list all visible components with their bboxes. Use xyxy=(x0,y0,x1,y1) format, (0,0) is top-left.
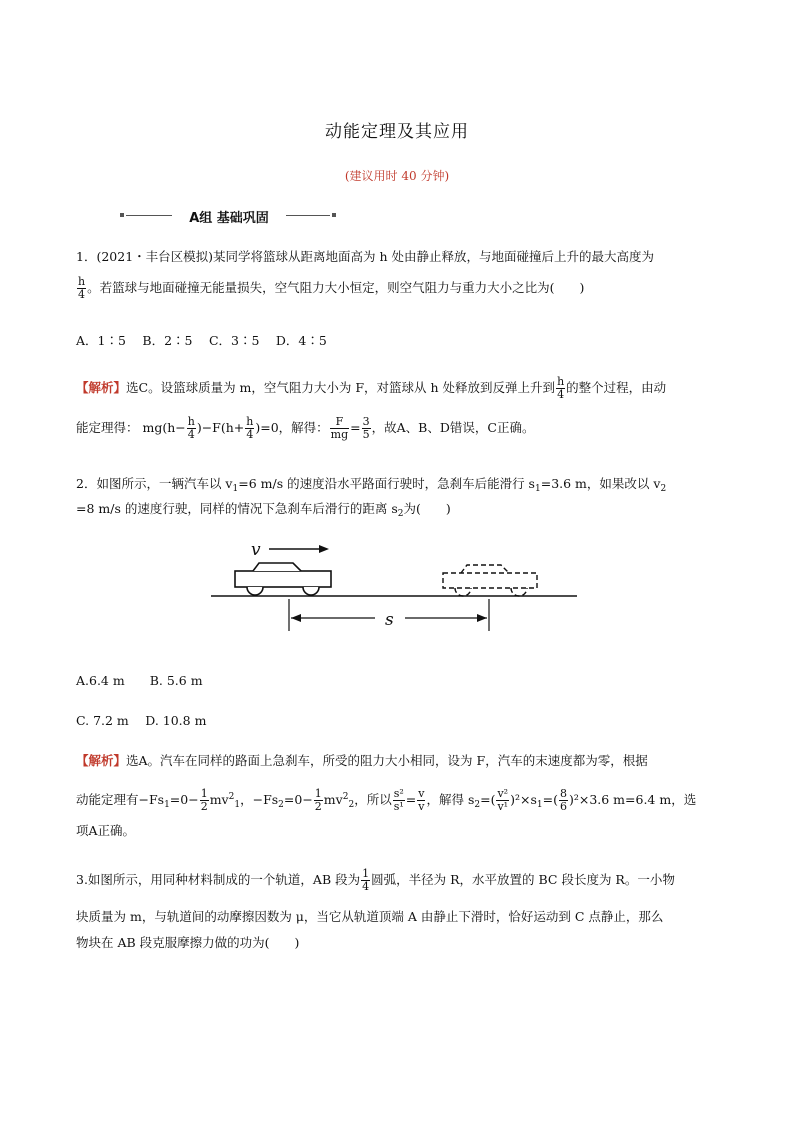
q2-line1: 2．如图所示，一辆汽车以 $v_1=6$ m/s 的速度沿水平路面行驶时，急刹车后能滑行 $s_1=3.6$ m，如果改以 $v_2$ xyxy=(76,476,667,494)
car-end xyxy=(443,565,537,596)
q1-options: A．1∶5 B．2∶5 C．3∶5 D．4∶5 xyxy=(76,333,327,348)
q3-line3: 物块在 AB 段克服摩擦力做的功为( ) xyxy=(76,935,300,950)
divider-dot xyxy=(120,213,124,217)
q3-line2: 块质量为 m，与轨道间的动摩擦因数为 μ，当它从轨道顶端 A 由静止下滑时，恰好运动到 C 点静止，那么 xyxy=(76,909,664,924)
velocity-arrowhead xyxy=(319,545,329,553)
fraction-h-over-4: $\frac{h}{4}$ xyxy=(78,275,86,301)
distance-label: s xyxy=(385,610,394,630)
page-title: 动能定理及其应用 xyxy=(325,122,469,142)
q1-line2: $\frac{h}{4}$ 。若篮球与地面碰撞无能量损失，空气阻力大小恒定，则空气阻力与重力大小之比为( ) xyxy=(78,275,585,301)
solution-tag: 【解析】 xyxy=(76,753,127,768)
q3-line1: 3.如图所示，用同种材料制成的一个轨道，AB 段为 $\frac{1}{4}$ 圆弧，半径为 R，水平放置的 BC 段长度为 R。一小物 xyxy=(76,867,675,893)
divider-line xyxy=(286,215,330,216)
q2-line2: =8 m/s 的速度行驶，同样的情况下急刹车后滑行的距离 $s_2$为( ) xyxy=(76,501,451,519)
car-braking-figure xyxy=(205,535,585,635)
s1-line2: 能定理得： mg(h− $\frac{h}{4}$ )−F(h+ $\frac{h}{4}$ )=0，解得： $\frac{F}{mg}$ = $\frac{3}{5}$ ，故A、B、D错误，C正确。 xyxy=(76,415,535,441)
velocity-label: v xyxy=(251,540,261,560)
q2-options-cd: C. 7.2 m D. 10.8 m xyxy=(76,713,207,728)
s2-line3: 项A正确。 xyxy=(76,823,136,838)
car-start xyxy=(235,563,331,595)
group-label: A组 基础巩固 xyxy=(189,211,269,226)
divider-dot xyxy=(332,213,336,217)
s2-line1: 【解析】选A。汽车在同样的路面上急刹车，所受的阻力大小相同，设为 F，汽车的末速度都为零，根据 xyxy=(76,753,648,768)
solution-tag: 【解析】 xyxy=(76,380,127,395)
q2-options-ab: A.6.4 m B. 5.6 m xyxy=(76,673,203,688)
group-header xyxy=(120,208,336,224)
q1-line1: 1．(2021・丰台区模拟)某同学将篮球从距离地面高为 h 处由静止释放，与地面碰撞后上升的最大高度为 xyxy=(76,249,655,264)
s1-line1: 【解析】选C。设篮球质量为 m，空气阻力大小为 F，对篮球从 h 处释放到反弹上升到 $\frac{h}{4}$ 的整个过程，由动 xyxy=(76,375,667,401)
divider-line xyxy=(126,215,172,216)
s2-line2: 动能定理有$-Fs_1=0-$ $\frac{1}{2}$ $mv^2_1$，$-Fs_2=0-$ $\frac{1}{2}$ $mv^2_2$，所以 $\frac{\text{s²}}{\text{s¹}}$ = $\frac{v}{v}$ ，解得 $s_2=$( $\frac{\text{v²}}{\text{v¹}}$ )$^2\times s_1=$( $\frac{8}{6}$ )²×3.6 m=6.4 m，选 xyxy=(76,787,697,813)
suggested-time: (建议用时 40 分钟) xyxy=(344,169,450,183)
